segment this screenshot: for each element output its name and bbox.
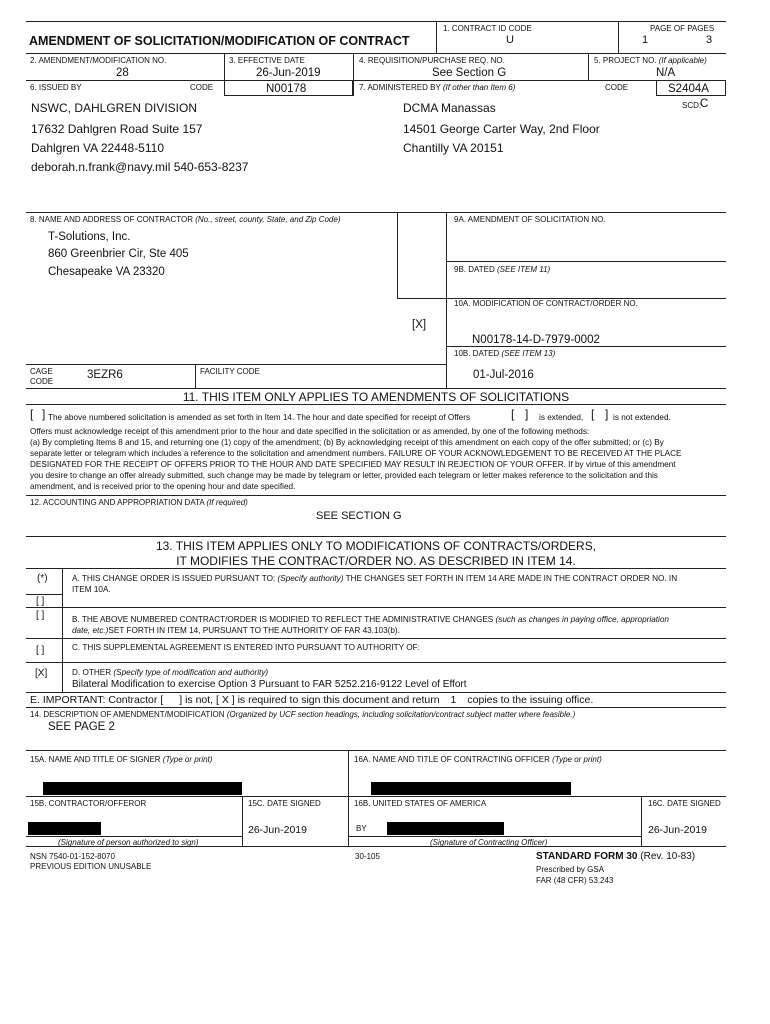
section-rule — [26, 495, 726, 496]
officer-date-value: 26-Jun-2019 — [648, 824, 707, 836]
item-13c-text: C. THIS SUPPLEMENTAL AGREEMENT IS ENTERED INTO PURSUANT TO AUTHORITY OF: — [72, 643, 420, 652]
officer-date-label: 16C. DATE SIGNED — [648, 799, 721, 808]
item-11-para-6: amendment, and is received prior to the opening hour and date specified. — [30, 482, 296, 491]
contractor-offeror-label: 15B. CONTRACTOR/OFFEROR — [30, 799, 147, 808]
contractor-signature-caption: (Signature of person authorized to sign) — [58, 838, 199, 847]
issuer-email-phone: deborah.n.frank@navy.mil 540-653-8237 — [31, 160, 249, 174]
contract-id-code-label: 1. CONTRACT ID CODE — [443, 24, 532, 33]
scd-label: SCD: — [682, 101, 702, 110]
by-label: BY — [356, 824, 367, 833]
row-rule — [26, 796, 726, 797]
contract-id-code-value: U — [506, 34, 514, 46]
signature-line — [26, 836, 242, 837]
issuer-city: Dahlgren VA 22448-5110 — [31, 141, 164, 155]
contractor-date-label: 15C. DATE SIGNED — [248, 799, 321, 808]
row-rule — [446, 261, 726, 262]
scd-value: C — [700, 98, 709, 110]
redacted-officer-signature — [387, 822, 504, 835]
item-13b-text: B. THE ABOVE NUMBERED CONTRACT/ORDER IS MODIFIED TO REFLECT THE ADMINISTRATIVE CHANGES (such as changes in paying office, appropriation — [72, 615, 669, 624]
item-13b-checkbox: [ ] — [36, 610, 45, 621]
row-rule — [26, 568, 726, 569]
standard-form-name: STANDARD FORM 30 (Rev. 10-83) — [536, 851, 696, 862]
item-12-label: 12. ACCOUNTING AND APPROPRIATION DATA (If required) — [30, 498, 248, 507]
item-11-para-3: separate letter or telegram which includes a reference to the solicitation and amendment numbers. FAILURE OF YOUR ACKNOWLEDGEMENT TO BE RECEIVED AT THE PLACE — [30, 449, 682, 458]
cage-code-value: 3EZR6 — [87, 369, 123, 381]
item-14-label: 14. DESCRIPTION OF AMENDMENT/MODIFICATION (Organized by UCF section headings, including solicitation/contract subject matter where feasible.) — [30, 710, 576, 719]
row-rule — [26, 692, 726, 693]
divider — [353, 53, 354, 96]
item-13-title-1: 13. THIS ITEM APPLIES ONLY TO MODIFICATIONS OF CONTRACTS/ORDERS, — [155, 539, 597, 553]
usa-label: 16B. UNITED STATES OF AMERICA — [354, 799, 487, 808]
section-rule — [26, 388, 726, 389]
admin-street: 14501 George Carter Way, 2nd Floor — [403, 122, 600, 136]
effective-date-label: 3. EFFECTIVE DATE — [229, 56, 305, 65]
row-rule — [26, 638, 726, 639]
contractor-city: Chesapeake VA 23320 — [48, 266, 165, 278]
item-14-value: SEE PAGE 2 — [48, 721, 115, 733]
issuer-name: NSWC, DAHLGREN DIVISION — [31, 101, 198, 115]
redacted-officer-name — [371, 782, 571, 795]
not-extended-bracket-left: [ — [591, 407, 595, 421]
divider — [588, 53, 589, 80]
cage-code-label: CAGE CODE — [30, 367, 54, 386]
nsn-number: NSN 7540-01-152-8070 — [30, 852, 115, 861]
page-of-pages-label: PAGE OF PAGES — [650, 24, 715, 33]
copies-count: 1 — [442, 694, 464, 708]
item-10b-value: 01-Jul-2016 — [473, 369, 534, 381]
item-13d-text: D. OTHER (Specify type of modification and authority) — [72, 668, 269, 677]
signer-name-label: 15A. NAME AND TITLE OF SIGNER (Type or print) — [30, 755, 213, 764]
item-11-extended: is extended, — [539, 413, 584, 422]
admin-code-label: CODE — [605, 83, 629, 92]
item-13-title-2: IT MODIFIES THE CONTRACT/ORDER NO. AS DESCRIBED IN ITEM 14. — [176, 554, 576, 568]
section-rule — [26, 750, 726, 751]
far-reference: FAR (48 CFR) 53.243 — [536, 876, 614, 885]
project-no-label: 5. PROJECT NO. (If applicable) — [594, 56, 707, 65]
issuer-street: 17632 Dahlgren Road Suite 157 — [31, 122, 203, 136]
divider — [348, 750, 349, 846]
row-rule — [26, 404, 726, 405]
project-no-value: N/A — [656, 67, 676, 79]
admin-city: Chantilly VA 20151 — [403, 141, 504, 155]
item-11-para-2: (a) By completing Items 8 and 15, and returning one (1) copy of the amendment; (b) By acknowledging receipt of this amendment on each copy of the offer submitted; or (c) By — [30, 438, 664, 447]
item-9b-label: 9B. DATED (SEE ITEM 11) — [454, 265, 551, 274]
divider — [436, 21, 437, 53]
amendment-no-label: 2. AMENDMENT/MODIFICATION NO. — [30, 56, 167, 65]
item-13-star: (*) — [37, 573, 48, 584]
administered-by-label: 7. ADMINISTERED BY (If other than Item 6) — [359, 83, 516, 92]
item-11-para-5: you desire to change an offer already submitted, such change may be made by telegram or letter, provided each telegram or letter makes reference to the solicitation and this — [30, 471, 658, 480]
effective-date-value: 26-Jun-2019 — [256, 67, 321, 79]
divider — [242, 796, 243, 846]
item-12-value: SEE SECTION G — [316, 510, 402, 522]
officer-name-label: 16A. NAME AND TITLE OF CONTRACTING OFFICER (Type or print) — [354, 755, 602, 764]
item-11-title: 11. THIS ITEM ONLY APPLIES TO AMENDMENTS OF SOLICITATIONS — [182, 390, 570, 404]
page-number: 1 — [642, 34, 649, 46]
issued-code-value: N00178 — [266, 83, 307, 95]
row-rule — [446, 346, 726, 347]
item-11-not-extended: is not extended. — [613, 413, 671, 422]
page-total: 3 — [706, 34, 713, 46]
row-rule — [26, 607, 726, 608]
row-rule — [26, 364, 446, 365]
facility-code-label: FACILITY CODE — [200, 367, 260, 376]
extended-bracket-right: ] — [525, 407, 529, 421]
row-rule — [26, 80, 726, 81]
divider — [62, 568, 63, 692]
divider — [446, 212, 447, 388]
divider — [618, 21, 619, 53]
item-13a-text: A. THIS CHANGE ORDER IS ISSUED PURSUANT TO: (Specify authority) THE CHANGES SET FORTH IN ITEM 14 ARE MADE IN THE CONTRACT ORDER NO. IN — [72, 574, 678, 583]
contractor-name: T-Solutions, Inc. — [48, 231, 131, 243]
item-10-checkbox: [X] — [412, 319, 427, 331]
item-11-para-1: Offers must acknowledge receipt of this amendment prior to the hour and date specified in the solicitation or as amended, by one of the following methods: — [30, 427, 590, 436]
amendment-no-value: 28 — [116, 67, 129, 79]
item-11-bracket-left: [ — [30, 407, 34, 421]
section-rule — [26, 212, 726, 213]
row-rule — [26, 53, 726, 54]
section-rule — [26, 536, 726, 537]
divider — [195, 364, 196, 388]
previous-edition-note: PREVIOUS EDITION UNUSABLE — [30, 862, 152, 871]
top-rule — [26, 21, 726, 22]
admin-code-value: S2404A — [668, 83, 709, 95]
item-13a-checkbox: [ ] — [36, 596, 45, 607]
form-title: AMENDMENT OF SOLICITATION/MODIFICATION OF CONTRACT — [29, 34, 410, 48]
item-13c-checkbox: [ ] — [36, 645, 45, 656]
item-13b-text-2: date, etc.)SET FORTH IN ITEM 14, PURSUANT TO THE AUTHORITY OF FAR 43.103(b). — [72, 626, 400, 635]
row-rule — [26, 662, 726, 663]
item-10a-label: 10A. MODIFICATION OF CONTRACT/ORDER NO. — [454, 299, 638, 308]
divider — [641, 796, 642, 846]
row-rule — [26, 707, 726, 708]
item-10a-value: N00178-14-D-7979-0002 — [472, 334, 600, 346]
divider — [397, 212, 398, 298]
extended-bracket-left: [ — [511, 407, 515, 421]
item-13a-text-2: ITEM 10A. — [72, 585, 111, 594]
prescribed-by: Prescribed by GSA — [536, 865, 605, 874]
issued-by-label: 6. ISSUED BY — [30, 83, 82, 92]
issued-code-label: CODE — [190, 83, 214, 92]
item-13d-checkbox: [X] — [35, 668, 48, 679]
form-code: 30-105 — [355, 852, 380, 861]
requisition-value: See Section G — [432, 67, 507, 79]
section-rule — [26, 846, 726, 847]
contractor-date-value: 26-Jun-2019 — [248, 824, 307, 836]
admin-name: DCMA Manassas — [403, 101, 496, 115]
contractor-street: 860 Greenbrier Cir, Ste 405 — [48, 248, 189, 260]
officer-signature-caption: (Signature of Contracting Officer) — [430, 838, 548, 847]
item-11-bracket-right: ] — [42, 407, 46, 421]
redacted-signer-name — [43, 782, 242, 795]
redacted-contractor-signature — [28, 822, 101, 835]
requisition-label: 4. REQUISITION/PURCHASE REQ. NO. — [359, 56, 505, 65]
item-11-line1: The above numbered solicitation is amended as set forth in Item 14. The hour and date specified for receipt of Offers — [48, 413, 471, 422]
not-extended-bracket-right: ] — [605, 407, 609, 421]
contractor-label: 8. NAME AND ADDRESS OF CONTRACTOR (No., street, county, State, and Zip Code) — [30, 215, 341, 224]
item-13d-value: Bilateral Modification to exercise Option 3 Pursuant to FAR 5252.216-9122 Level of Effort — [72, 679, 467, 690]
item-9a-label: 9A. AMENDMENT OF SOLICITATION NO. — [454, 215, 606, 224]
item-10b-label: 10B. DATED (SEE ITEM 13) — [454, 349, 556, 358]
item-11-para-4: DESIGNATED FOR THE RECEIPT OF OFFERS PRIOR TO THE HOUR AND DATE SPECIFIED MAY RESULT IN REJECTION OF YOUR OFFER. If by virtue of this amendment — [30, 460, 676, 469]
signature-line — [348, 836, 641, 837]
item-e-text: E. IMPORTANT: Contractor [ ] is not, [ X ] is required to sign this document and return 1 copies to the issuing office. — [30, 694, 594, 706]
